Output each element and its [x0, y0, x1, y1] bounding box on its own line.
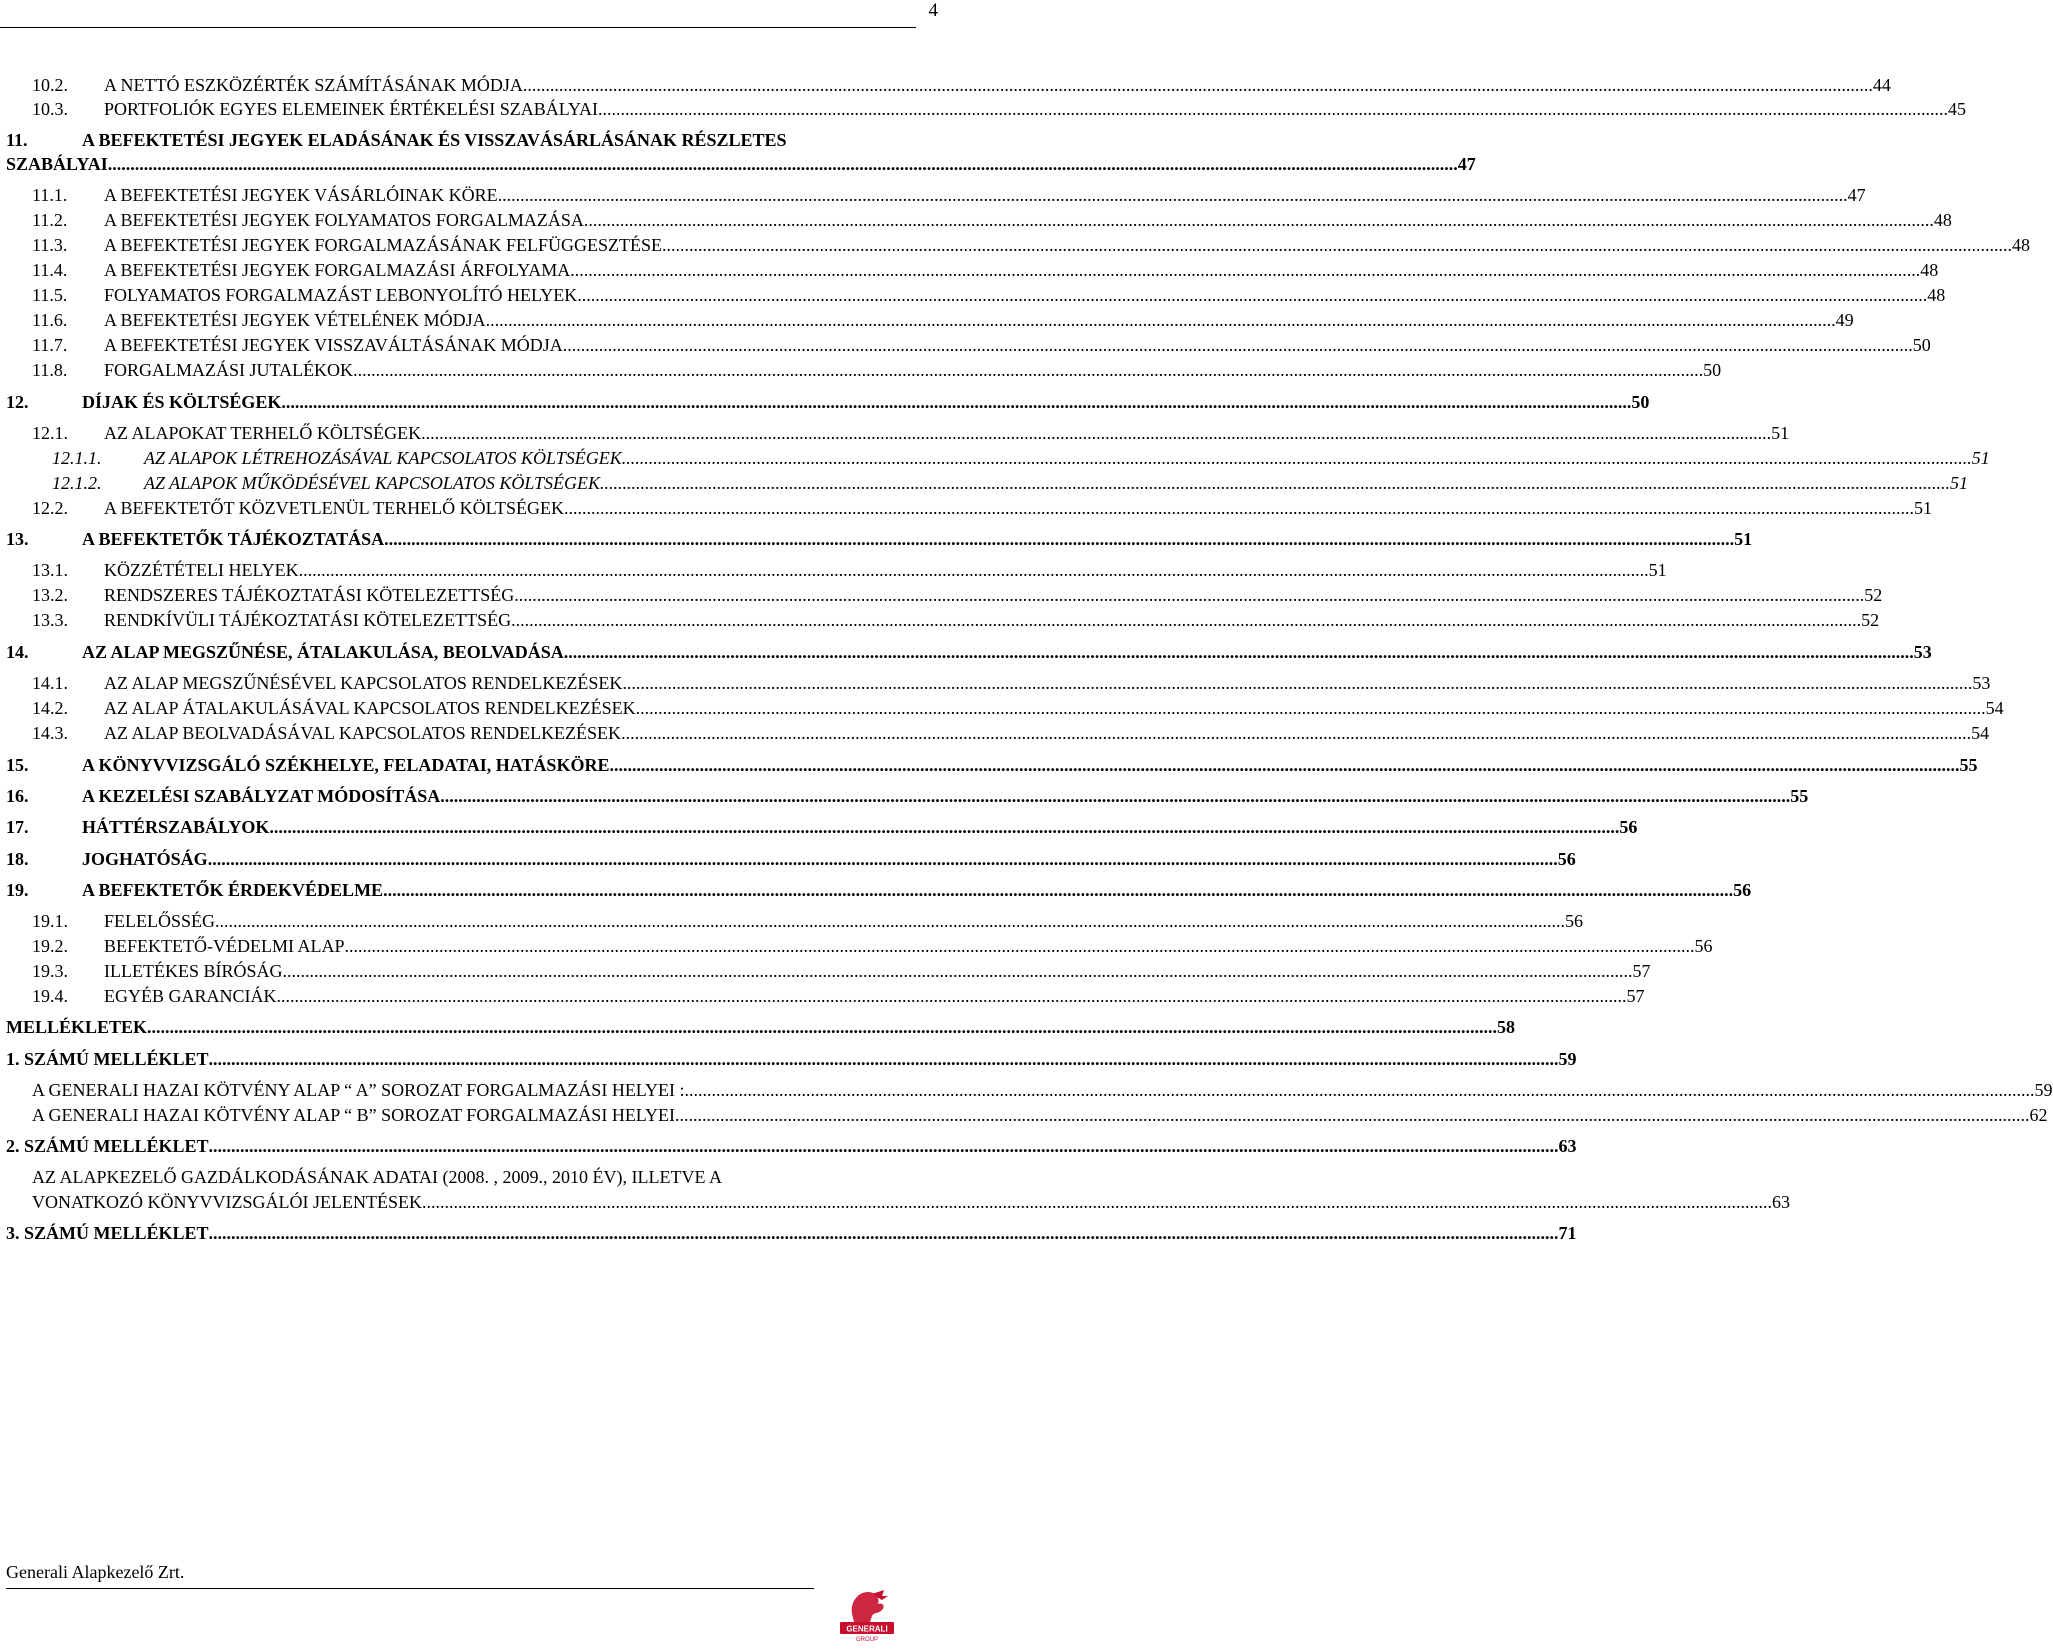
toc-entry-page: 51 — [1734, 529, 1753, 549]
toc-entry-title: AZ ALAPOK MŰKÖDÉSÉVEL KAPCSOLATOS KÖLTSÉGEK — [144, 473, 601, 493]
toc-entry[interactable] — [32, 1165, 910, 1189]
toc-entry-number: 19.3. — [32, 961, 68, 981]
toc-entry-title: AZ ALAP MEGSZŰNÉSÉVEL KAPCSOLATOS RENDELKEZÉSEK — [104, 673, 623, 693]
toc-entry[interactable] — [32, 558, 1667, 582]
toc-leader-dots: ............................................................................................................................................................................................................................................................................................................ — [298, 560, 1649, 580]
toc-entry-title: KÖZZÉTÉTELI HELYEK — [104, 560, 299, 580]
toc-leader-dots: ............................................................................................................................................................................................................................................................................................................ — [485, 310, 1836, 330]
toc-entry-title: AZ ALAPKEZELŐ GAZDÁLKODÁSÁNAK ADATAI (2008. , 2009., 2010 ÉV), ILLETVE A — [32, 1167, 722, 1187]
toc-entry[interactable] — [6, 1134, 1577, 1158]
toc-leader-dots: ............................................................................................................................................................................................................................................................................................................ — [600, 473, 1951, 493]
toc-entry[interactable] — [6, 815, 1638, 839]
toc-entry-title: 2. SZÁMÚ MELLÉKLET — [6, 1136, 209, 1156]
toc-entry-number: 12.1.2. — [52, 473, 102, 493]
toc-leader-dots: ............................................................................................................................................................................................................................................................................................................ — [107, 154, 1458, 174]
toc-entry-number: 12.1. — [32, 423, 68, 443]
toc-entry-title: 1. SZÁMÚ MELLÉKLET — [6, 1049, 209, 1069]
toc-entry[interactable] — [32, 696, 2004, 720]
toc-entry-title: FORGALMAZÁSI JUTALÉKOK — [104, 360, 354, 380]
generali-logo — [832, 1584, 902, 1644]
toc-entry-title: BEFEKTETŐ-VÉDELMI ALAP — [104, 936, 345, 956]
toc-entry[interactable] — [32, 421, 1790, 445]
toc-leader-dots: ............................................................................................................................................................................................................................................................................................................ — [563, 642, 1914, 662]
toc-entry-title: AZ ALAP ÁTALAKULÁSÁVAL KAPCSOLATOS RENDELKEZÉSEK — [104, 698, 636, 718]
toc-entry-title: RENDKÍVÜLI TÁJÉKOZTATÁSI KÖTELEZETTSÉG — [104, 610, 512, 630]
toc-entry-number: 13.3. — [32, 610, 68, 630]
toc-entry-page: 48 — [2012, 235, 2031, 255]
toc-entry-title: AZ ALAP BEOLVADÁSÁVAL KAPCSOLATOS RENDELKEZÉSEK — [104, 723, 622, 743]
toc-entry-number: 11.7. — [32, 335, 68, 355]
toc-entry-page: 53 — [1972, 673, 1991, 693]
toc-entry-title: A BEFEKTETÉSI JEGYEK ELADÁSÁNAK ÉS VISSZAVÁSÁRLÁSÁNAK RÉSZLETES — [82, 130, 787, 150]
toc-entry-page: 57 — [1626, 986, 1645, 1006]
toc-entry-title: PORTFOLIÓK EGYES ELEMEINEK ÉRTÉKELÉSI SZABÁLYAI — [104, 99, 598, 119]
toc-entry-title: VONATKOZÓ KÖNYVVIZSGÁLÓI JELENTÉSEK — [32, 1192, 422, 1212]
toc-entry-title: EGYÉB GARANCIÁK — [104, 986, 277, 1006]
toc-entry-title: A BEFEKTETÉSI JEGYEK FORGALMAZÁSÁNAK FELFÜGGESZTÉSE — [104, 235, 663, 255]
toc-entry-title: AZ ALAPOKAT TERHELŐ KÖLTSÉGEK — [104, 423, 422, 443]
toc-entry-page: 50 — [1703, 360, 1722, 380]
toc-entry-title: HÁTTÉRSZABÁLYOK — [82, 817, 270, 837]
toc-entry-title: FELELŐSSÉG — [104, 911, 216, 931]
toc-entry-page: 62 — [2029, 1105, 2048, 1125]
toc-entry-number: 11.6. — [32, 310, 68, 330]
toc-entry-number: 19.2. — [32, 936, 68, 956]
toc-entry-page: 56 — [1557, 849, 1576, 869]
toc-entry[interactable] — [6, 128, 910, 152]
toc-leader-dots: ............................................................................................................................................................................................................................................................................................................ — [384, 529, 1735, 549]
toc-entry-page: 45 — [1948, 99, 1966, 119]
toc-entry-page: 54 — [1971, 723, 1990, 743]
toc-entry-number: 13.2. — [32, 585, 68, 605]
page-number: 4 — [928, 0, 938, 21]
toc-entry-number: 11.8. — [32, 360, 68, 380]
toc-leader-dots: ............................................................................................................................................................................................................................................................................................................ — [353, 360, 1704, 380]
toc-entry-number: 11.5. — [32, 285, 68, 305]
toc-entry-title: A KÖNYVVIZSGÁLÓ SZÉKHELYE, FELADATAI, HATÁSKÖRE — [82, 755, 610, 775]
toc-entry-page: 63 — [1771, 1192, 1790, 1212]
toc-entry[interactable] — [6, 1221, 1577, 1245]
toc-entry[interactable] — [6, 847, 1576, 871]
toc-leader-dots: ............................................................................................................................................................................................................................................................................................................ — [562, 335, 1913, 355]
toc-entry-page: 56 — [1565, 911, 1584, 931]
toc-entry-number: 11. — [6, 130, 28, 150]
toc-entry[interactable] — [6, 1015, 1516, 1039]
toc-leader-dots: ............................................................................................................................................................................................................................................................................................................ — [514, 585, 1865, 605]
toc-entry[interactable] — [6, 390, 1650, 414]
toc-entry-number: 11.2. — [32, 210, 68, 230]
toc-entry-page: 58 — [1497, 1017, 1516, 1037]
toc-entry-page: 50 — [1631, 392, 1650, 412]
toc-entry-title: ILLETÉKES BÍRÓSÁG — [104, 961, 283, 981]
toc-entry[interactable] — [32, 358, 1722, 382]
toc-entry-number: 14.2. — [32, 698, 68, 718]
toc-entry-number: 17. — [6, 817, 29, 837]
toc-entry-number: 14.3. — [32, 723, 68, 743]
toc-entry-page: 51 — [1913, 498, 1932, 518]
footer-company: Generali Alapkezelő Zrt. — [6, 1562, 185, 1582]
toc-leader-dots: ............................................................................................................................................................................................................................................................................................................ — [215, 911, 1566, 931]
toc-entry-title: A BEFEKTETÉSI JEGYEK VISSZAVÁLTÁSÁNAK MÓDJA — [104, 335, 563, 355]
toc-leader-dots: ............................................................................................................................................................................................................................................................................................................ — [269, 817, 1620, 837]
toc-entry-number: 14.1. — [32, 673, 68, 693]
toc-entry[interactable] — [32, 97, 1966, 121]
toc-entry-number: 11.1. — [32, 185, 68, 205]
toc-entry-number: 12.2. — [32, 498, 68, 518]
toc-entry[interactable] — [52, 471, 1969, 495]
toc-leader-dots: ............................................................................................................................................................................................................................................................................................................ — [622, 673, 1973, 693]
toc-entry-page: 51 — [1771, 423, 1790, 443]
toc-entry-title: AZ ALAP MEGSZŰNÉSE, ÁTALAKULÁSA, BEOLVADÁSA — [82, 642, 564, 662]
toc-entry-title: A BEFEKTETŐK TÁJÉKOZTATÁSA — [82, 529, 385, 549]
toc-entry-title: FOLYAMATOS FORGALMAZÁST LEBONYOLÍTÓ HELYEK — [104, 285, 578, 305]
toc-entry[interactable] — [32, 1190, 1790, 1214]
toc-leader-dots: ............................................................................................................................................................................................................................................................................................................ — [621, 448, 1972, 468]
toc-entry-title: A GENERALI HAZAI KÖTVÉNY ALAP “ B” SOROZAT FORGALMAZÁSI HELYEI. — [32, 1105, 680, 1125]
footer-rule — [6, 1588, 814, 1589]
toc-entry-number: 11.3. — [32, 235, 68, 255]
toc-entry-page: 56 — [1694, 936, 1713, 956]
toc-leader-dots: ............................................................................................................................................................................................................................................................................................................ — [679, 1105, 2030, 1125]
toc-entry-number: 11.4. — [32, 260, 68, 280]
header-rule — [0, 27, 916, 28]
toc-entry-title: A KEZELÉSI SZABÁLYZAT MÓDOSÍTÁSA — [82, 786, 441, 806]
toc-entry[interactable] — [32, 333, 1931, 357]
toc-leader-dots: ............................................................................................................................................................................................................................................................................................................ — [583, 210, 1934, 230]
toc-entry-page: 59 — [1558, 1049, 1577, 1069]
toc-entry-title: MELLÉKLETEK — [6, 1017, 148, 1037]
toc-leader-dots: ............................................................................................................................................................................................................................................................................................................ — [621, 723, 1972, 743]
toc-entry-number: 13.1. — [32, 560, 68, 580]
toc-leader-dots: ............................................................................................................................................................................................................................................................................................................ — [276, 986, 1627, 1006]
toc-entry-page: 48 — [1920, 260, 1939, 280]
toc-leader-dots: ............................................................................................................................................................................................................................................................................................................ — [344, 936, 1695, 956]
toc-entry-number: 19.4. — [32, 986, 68, 1006]
toc-entry[interactable] — [6, 1047, 1577, 1071]
toc-entry[interactable] — [32, 283, 1946, 307]
toc-entry-number: 12. — [6, 392, 29, 412]
toc-leader-dots: ............................................................................................................................................................................................................................................................................................................ — [570, 260, 1921, 280]
toc-entry-page: 59 — [2034, 1080, 2053, 1100]
toc-leader-dots: ............................................................................................................................................................................................................................................................................................................ — [522, 75, 1873, 95]
toc-entry-number: 18. — [6, 849, 29, 869]
toc-entry-page: 71 — [1558, 1223, 1577, 1243]
toc-leader-dots: ............................................................................................................................................................................................................................................................................................................ — [147, 1017, 1498, 1037]
toc-entry-page: 51 — [1950, 473, 1969, 493]
toc-entry-page: 52 — [1861, 610, 1880, 630]
toc-entry-title: A BEFEKTETŐK ÉRDEKVÉDELME — [82, 880, 384, 900]
toc-entry-page: 51 — [1648, 560, 1667, 580]
toc-entry-title: JOGHATÓSÁG — [82, 849, 208, 869]
toc-entry-page: 52 — [1864, 585, 1883, 605]
toc-entry[interactable] — [32, 671, 1991, 695]
toc-entry[interactable] — [6, 640, 1932, 664]
toc-entry-page: 47 — [1847, 185, 1866, 205]
toc-entry[interactable] — [52, 446, 1990, 470]
toc-leader-dots: ............................................................................................................................................................................................................................................................................................................ — [207, 849, 1558, 869]
toc-entry[interactable] — [6, 784, 1809, 808]
toc-entry[interactable] — [32, 984, 1645, 1008]
toc-entry-title: A BEFEKTETÉSI JEGYEK FOLYAMATOS FORGALMAZÁSA — [104, 210, 584, 230]
toc-leader-dots: ............................................................................................................................................................................................................................................................................................................ — [208, 1049, 1559, 1069]
toc-entry-page: 44 — [1872, 75, 1891, 95]
toc-leader-dots: ............................................................................................................................................................................................................................................................................................................ — [577, 285, 1928, 305]
toc-entry-title: A BEFEKTETÉSI JEGYEK FORGALMAZÁSI ÁRFOLYAMA — [104, 260, 571, 280]
toc-leader-dots: ............................................................................................................................................................................................................................................................................................................ — [635, 698, 1986, 718]
toc-entry-number: 19.1. — [32, 911, 68, 931]
toc-entry[interactable] — [32, 258, 1939, 282]
toc-entry-page: 63 — [1558, 1136, 1577, 1156]
logo-sub-text: GROUP — [855, 1637, 879, 1643]
toc-entry-page: 49 — [1835, 310, 1854, 330]
toc-entry[interactable] — [32, 233, 2031, 257]
toc-entry-page: 55 — [1959, 755, 1978, 775]
toc-entry[interactable] — [32, 1103, 2048, 1127]
toc-entry[interactable] — [32, 308, 1854, 332]
toc-leader-dots: ............................................................................................................................................................................................................................................................................................................ — [281, 392, 1632, 412]
toc-entry-title: A GENERALI HAZAI KÖTVÉNY ALAP “ A” SOROZAT FORGALMAZÁSI HELYEI : — [32, 1080, 685, 1100]
toc-entry-number: 15. — [6, 755, 29, 775]
toc-entry[interactable] — [32, 909, 1584, 933]
toc-entry-title: DÍJAK ÉS KÖLTSÉGEK — [82, 392, 282, 412]
toc-entry[interactable] — [6, 753, 1978, 777]
toc-entry[interactable] — [6, 527, 1753, 551]
toc-entry-title: AZ ALAPOK LÉTREHOZÁSÁVAL KAPCSOLATOS KÖLTSÉGEK — [144, 448, 622, 468]
toc-entry-title: RENDSZERES TÁJÉKOZTATÁSI KÖTELEZETTSÉG — [104, 585, 515, 605]
toc-entry[interactable] — [32, 183, 1866, 207]
toc-leader-dots: ............................................................................................................................................................................................................................................................................................................ — [208, 1136, 1559, 1156]
toc-entry-number: 19. — [6, 880, 29, 900]
toc-entry-number: 14. — [6, 642, 29, 662]
toc-entry-number: 10.2. — [32, 75, 68, 95]
toc-entry-page: 48 — [1933, 210, 1952, 230]
toc-entry-page: 55 — [1790, 786, 1809, 806]
toc-entry[interactable] — [32, 73, 1891, 97]
toc-leader-dots: ............................................................................................................................................................................................................................................................................................................ — [497, 185, 1848, 205]
toc-leader-dots: ............................................................................................................................................................................................................................................................................................................ — [282, 961, 1633, 981]
toc-leader-dots: ............................................................................................................................................................................................................................................................................................................ — [421, 423, 1772, 443]
toc-leader-dots: ............................................................................................................................................................................................................................................................................................................ — [421, 1192, 1772, 1212]
toc-leader-dots: ............................................................................................................................................................................................................................................................................................................ — [609, 755, 1960, 775]
toc-leader-dots: ............................................................................................................................................................................................................................................................................................................ — [383, 880, 1734, 900]
toc-entry[interactable] — [32, 959, 1651, 983]
toc-entry[interactable] — [32, 608, 1880, 632]
toc-entry[interactable] — [6, 878, 1752, 902]
toc-leader-dots: ............................................................................................................................................................................................................................................................................................................ — [684, 1080, 2035, 1100]
toc-entry[interactable] — [32, 496, 1932, 520]
toc-entry-title: A BEFEKTETÉSI JEGYEK VÉTELÉNEK MÓDJA — [104, 310, 486, 330]
toc-entry-page: 57 — [1632, 961, 1651, 981]
toc-entry-number: 12.1.1. — [52, 448, 102, 468]
toc-entry-page: 56 — [1619, 817, 1638, 837]
toc-entry-page: 54 — [1985, 698, 2004, 718]
toc-entry-page: 53 — [1913, 642, 1932, 662]
toc-entry-number: 13. — [6, 529, 29, 549]
toc-leader-dots: ............................................................................................................................................................................................................................................................................................................ — [598, 99, 1948, 119]
toc-entry-page: 47 — [1457, 154, 1476, 174]
toc-entry-number: 10.3. — [32, 99, 68, 119]
toc-entry-page: 51 — [1971, 448, 1990, 468]
toc-leader-dots: ............................................................................................................................................................................................................................................................................................................ — [208, 1223, 1559, 1243]
toc-leader-dots: ............................................................................................................................................................................................................................................................................................................ — [662, 235, 2013, 255]
toc-entry[interactable] — [32, 1078, 2053, 1102]
toc-entry-title: A NETTÓ ESZKÖZÉRTÉK SZÁMÍTÁSÁNAK MÓDJA — [104, 75, 523, 95]
toc-entry[interactable] — [32, 208, 1952, 232]
toc-entry-title: A BEFEKTETÉSI JEGYEK VÁSÁRLÓINAK KÖRE — [104, 185, 498, 205]
toc-entry-page: 56 — [1733, 880, 1752, 900]
logo-brand-text: GENERALI — [846, 1624, 888, 1634]
toc-entry-title: A BEFEKTETŐT KÖZVETLENÜL TERHELŐ KÖLTSÉGEK — [104, 498, 564, 518]
toc-entry[interactable] — [32, 583, 1883, 607]
toc-entry-title: SZABÁLYAI — [6, 154, 108, 174]
toc-entry[interactable] — [6, 152, 1476, 176]
toc-leader-dots: ............................................................................................................................................................................................................................................................................................................ — [563, 498, 1914, 518]
toc-entry-title: 3. SZÁMÚ MELLÉKLET — [6, 1223, 209, 1243]
toc-entry-page: 50 — [1912, 335, 1931, 355]
toc-entry-number: 16. — [6, 786, 29, 806]
toc-leader-dots: ............................................................................................................................................................................................................................................................................................................ — [511, 610, 1862, 630]
toc-entry[interactable] — [32, 934, 1713, 958]
toc-entry-page: 48 — [1927, 285, 1946, 305]
toc-leader-dots: ............................................................................................................................................................................................................................................................................................................ — [440, 786, 1791, 806]
toc-entry[interactable] — [32, 721, 1990, 745]
